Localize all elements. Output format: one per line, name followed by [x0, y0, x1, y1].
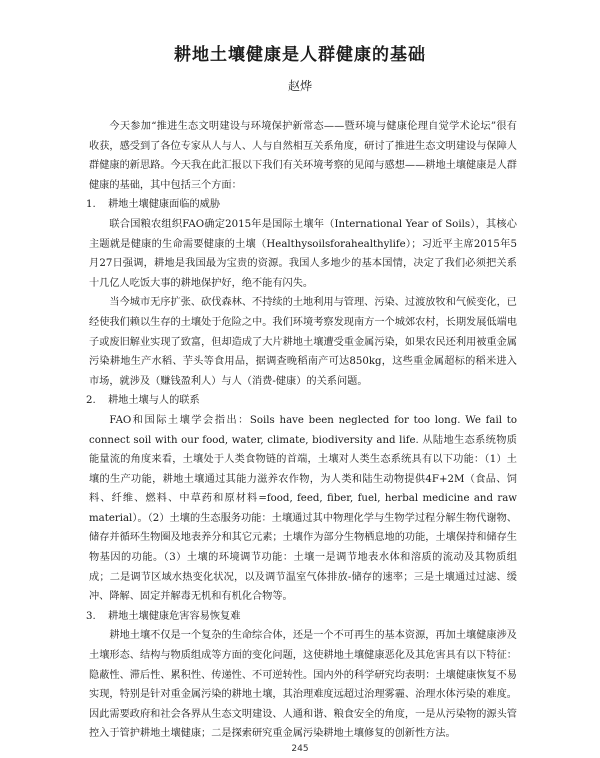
- section-number: 1.: [86, 199, 96, 211]
- page-number: 245: [291, 744, 309, 754]
- page-title: 耕地土壤健康是人群健康的基础: [174, 45, 426, 65]
- paragraph: 联合国粮农组织FAO确定2015年是国际土壤年（International Year of Soils），其核心主题就是健康的生命需要健康的土壤（Healthysoilsforahealthylife）；习近平主席2015年5月27日强调，耕地是我国最为宝贵的资源。我国人多地少的基本国情，决定了我们必须把关系十几亿人吃饭大事的耕地保护好，绝不能有闪失。: [89, 218, 517, 289]
- section-heading-3: [86, 607, 517, 627]
- author-name: 赵烨: [287, 79, 312, 93]
- section-heading-1: [86, 195, 517, 215]
- section-title: 耕地土壤与人的联系: [108, 395, 200, 407]
- paragraph: 耕地土壤不仅是一个复杂的生命综合体，还是一个不可再生的基本资源，再加土壤健康涉及土壤形态、结构与物质组成等方面的变化问题，这使耕地土壤健康恶化及其危害具有以下特征：隐蔽性、滞后性、累积性、传递性、不可逆转性。国内外的科学研究均表明：土壤健康恢复不易实现，特别是针对重金属污染的耕地土壤，其治理难度远超过治理雾霾、治理水体污染的难度。因此需要政府和社会各界从生态文明建设、人通和谐、粮食安全的角度，一是从污染物的源头管控入于管护耕地土壤健康；二是探索研究重金属污染耕地土壤修复的创新性方法。: [89, 630, 517, 740]
- section-number: 2.: [86, 395, 96, 407]
- paragraph: FAO和国际土壤学会指出：Soils have been neglected for too long. We fail to connect soil with our food, water, climate, biodiversity and life. 从陆地生态系统物质能量流的角度来看，土壤处于人类食物链的首端，土壤对人类生态系统具有以下功能：（1）土壤的生产功能，耕地土壤通过其能力滋养农作物，为人类和陆生动物提供4F+2M（食品、饲料、纤维、燃料、中草药和原材料=food, feed, fiber, fuel, herbal medicine and raw material）。（2）土壤的生态服务功能：土壤通过其中物理化学与生物学过程分解生物代谢物、储存并循环生物圈及地表养分和其它元素；土壤作为部分生物栖息地的功能，土壤保持和储存生物基因的功能。（3）土壤的环境调节功能：土壤一是调节地表水体和溶质的流动及其物质组成；二是调节区域水热变化状况，以及调节温室气体排放-储存的速率；三是土壤通过过滤、缓冲、降解、固定并解毒无机和有机化合物等。: [89, 414, 517, 603]
- intro-paragraph: 今天参加“推进生态文明建设与环境保护新常态——暨环境与健康伦理自觉学术论坛”很有收获，感受到了各位专家从人与人、人与自然相互关系角度，研讨了推进生态文明建设与保障人群健康的新思路。今天我在此汇报以下我们有关环境考察的见闻与感想——耕地土壤健康是人群健康的基础，其中包括三个方面：: [89, 121, 517, 191]
- article-body: [86, 117, 517, 744]
- section-title: 耕地土壤健康面临的威胁: [108, 199, 221, 211]
- section-number: 3.: [86, 610, 96, 622]
- paragraph: 当今城市无序扩张、砍伐森林、不持续的土地利用与管理、污染、过渡放牧和气候变化，已经使我们赖以生存的土壤处于危险之中。我们环境考察发现南方一个城郊农村，长期发展低端电子或废旧解业实现了致富，但却造成了大片耕地土壤遭受重金属污染，如果农民还利用被重金属污染耕地生产水稻、芋头等食用品，据调查晚稻南产可达850kg，这些重金属超标的稻米进入市场，就涉及（赚钱盈利人）与人（消费-健康）的关系问题。: [89, 297, 517, 387]
- section-title: 耕地土壤健康危害容易恢复难: [108, 610, 241, 622]
- section-heading-2: [86, 391, 517, 411]
